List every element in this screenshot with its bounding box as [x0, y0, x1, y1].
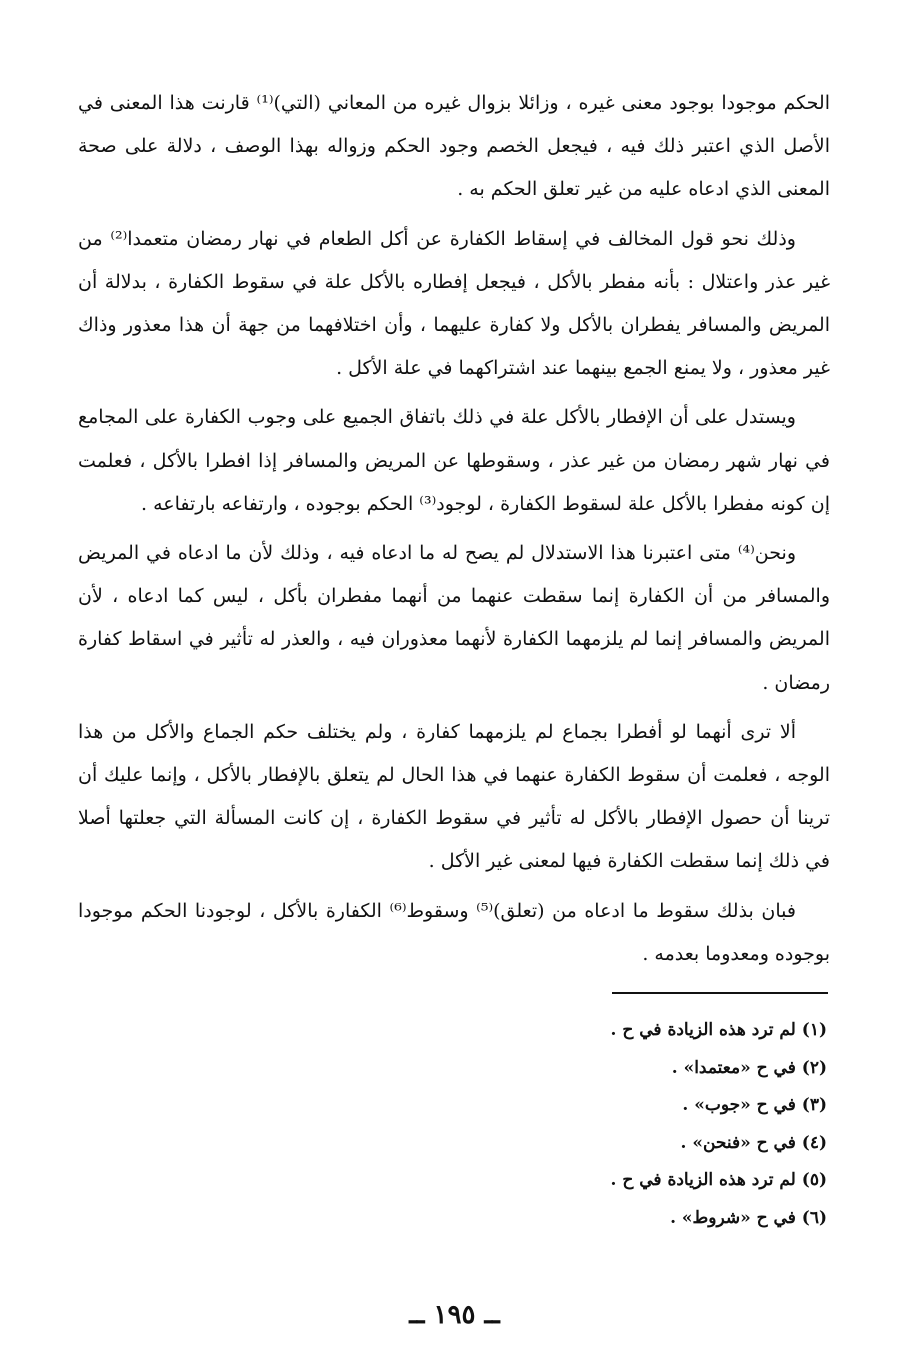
footnote-1: (١) لم ترد هذه الزيادة في ح . — [610, 1020, 827, 1040]
page-number: ــ ١٩٥ ــ — [409, 1300, 500, 1330]
footnote-4: (٤) في ح «فنحن» . — [680, 1132, 827, 1153]
paragraph-4: ونحن⁽⁴⁾ متى اعتبرنا هذا الاستدلال لم يصح له ما ادعاه فيه ، وذلك لأن ما ادعاه في المريض والمسافر من أن الكفارة إنما سقطت عنهما من أنهما مفطران بأكل ، ليس كما ادعاه ، لأن المريض والمسافر إنما لم يلزمهما الكفارة لأنهما معذوران فيه ، والعذر له تأثير في اسقاط كفارة رمضان . — [78, 542, 830, 694]
paragraph-6: فبان بذلك سقوط ما ادعاه من (تعلق)⁽⁵⁾ وسقوط⁽⁶⁾ الكفارة بالأكل ، لوجودنا الحكم موجودا بوجوده ومعدوما بعدمه . — [78, 899, 830, 965]
footnote-2: (٢) في ح «معتمدا» . — [671, 1057, 827, 1078]
main-text — [78, 82, 830, 982]
paragraph-2: وذلك نحو قول المخالف في إسقاط الكفارة عن أكل الطعام في نهار رمضان متعمدا⁽²⁾ من غير عذر واعتلال : بأنه مفطر بالأكل ، فيجعل إفطاره بالأكل علة في سقوط الكفارة ، بدلالة أن المريض والمسافر يفطران بالأكل ولا كفارة عليهما ، وأن اختلافهما من جهة أن هذا معذور وذاك غير معذور ، ولا يمنع الجمع بينهما عند اشتراكهما في علة الأكل . — [78, 227, 830, 380]
footnote-3: (٣) في ح «جوب» . — [682, 1095, 827, 1115]
footnote-5: (٥) لم ترد هذه الزيادة في ح . — [610, 1170, 827, 1190]
paragraph-5: ألا ترى أنهما لو أفطرا بجماع لم يلزمهما كفارة ، ولم يختلف حكم الجماع والأكل من هذا الوجه ، فعلمت أن سقوط الكفارة عنهما في هذا الحال لم يتعلق بالإفطار بالأكل ، وإنما عليك أن ترينا أن حصول الإفطار بالأكل له تأثير في سقوط الكفارة ، إن كانت المسألة التي جعلتها أصلا في ذلك إنما سقطت الكفارة فيها لمعنى غير الأكل . — [78, 720, 830, 873]
paragraph-3: ويستدل على أن الإفطار بالأكل علة في ذلك باتفاق الجميع على وجوب الكفارة على المجامع في نهار شهر رمضان من غير عذر ، وسقوطها عن المريض والمسافر إذا افطرا بالأكل ، فعلمت إن كونه مفطرا بالأكل علة لسقوط الكفارة ، لوجود⁽³⁾ الحكم بوجوده ، وارتفاعه بارتفاعه . — [78, 406, 830, 515]
footnote-6: (٦) في ح «شروط» . — [670, 1207, 827, 1228]
footnote-divider — [612, 992, 828, 994]
paragraph-1: الحكم موجودا بوجود معنى غيره ، وزائلا بزوال غيره من المعاني (التي)⁽¹⁾ قارنت هذا المعنى في الأصل الذي اعتبر ذلك فيه ، فيجعل الخصم وجود الحكم وزواله بهذا الوصف ، دلالة على صحة المعنى الذي ادعاه عليه من غير تعلق الحكم به . — [78, 92, 830, 201]
footnotes — [427, 1012, 827, 1237]
